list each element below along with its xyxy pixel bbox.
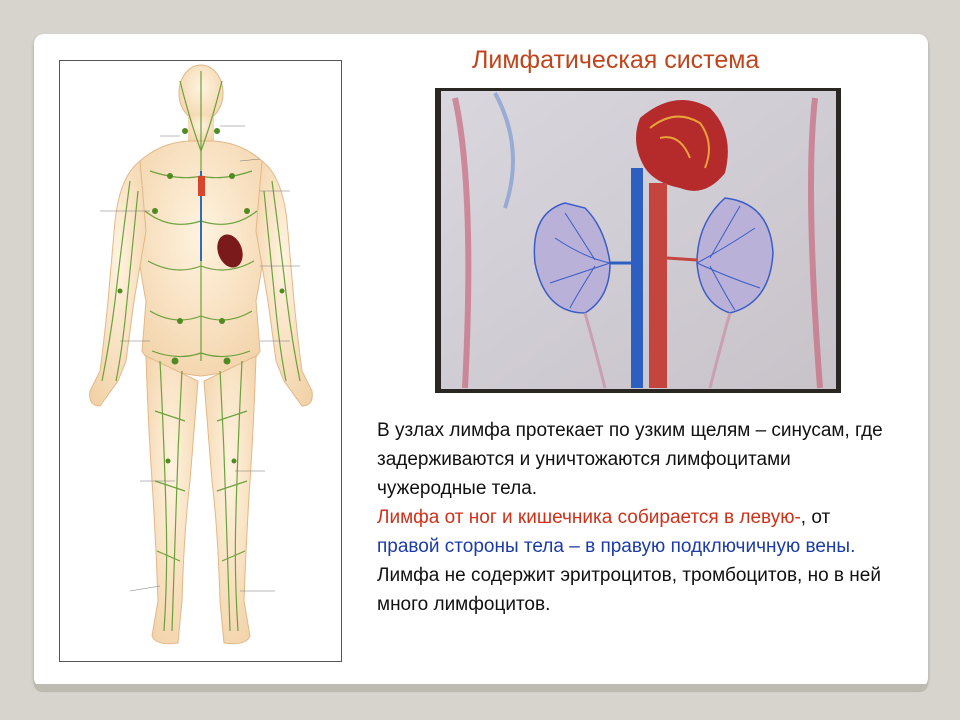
text-block	[377, 416, 897, 619]
heart-kidneys-figure	[435, 88, 841, 393]
paragraph-drainage	[377, 503, 897, 561]
slide-shadow-bar	[34, 684, 928, 692]
drainage-connector-text: , от	[800, 507, 831, 528]
slide-title: Лимфатическая система	[472, 46, 760, 74]
lymphatic-body-illustration	[60, 61, 341, 661]
drainage-left-text: Лимфа от ног и кишечника собирается в левую-	[377, 507, 801, 528]
drainage-right-text: правой стороны тела – в правую подключичную вены.	[377, 536, 856, 557]
lymphatic-body-figure	[59, 60, 342, 662]
heart-kidneys-illustration	[435, 88, 841, 393]
paragraph-nodes: В узлах лимфа протекает по узким щелям – синусам, где задерживаются и уничтожаются лимфоцитами чужеродные тела.	[377, 420, 883, 499]
paragraph-composition: Лимфа не содержит эритроцитов, тромбоцитов, но в ней много лимфоцитов.	[377, 565, 881, 615]
